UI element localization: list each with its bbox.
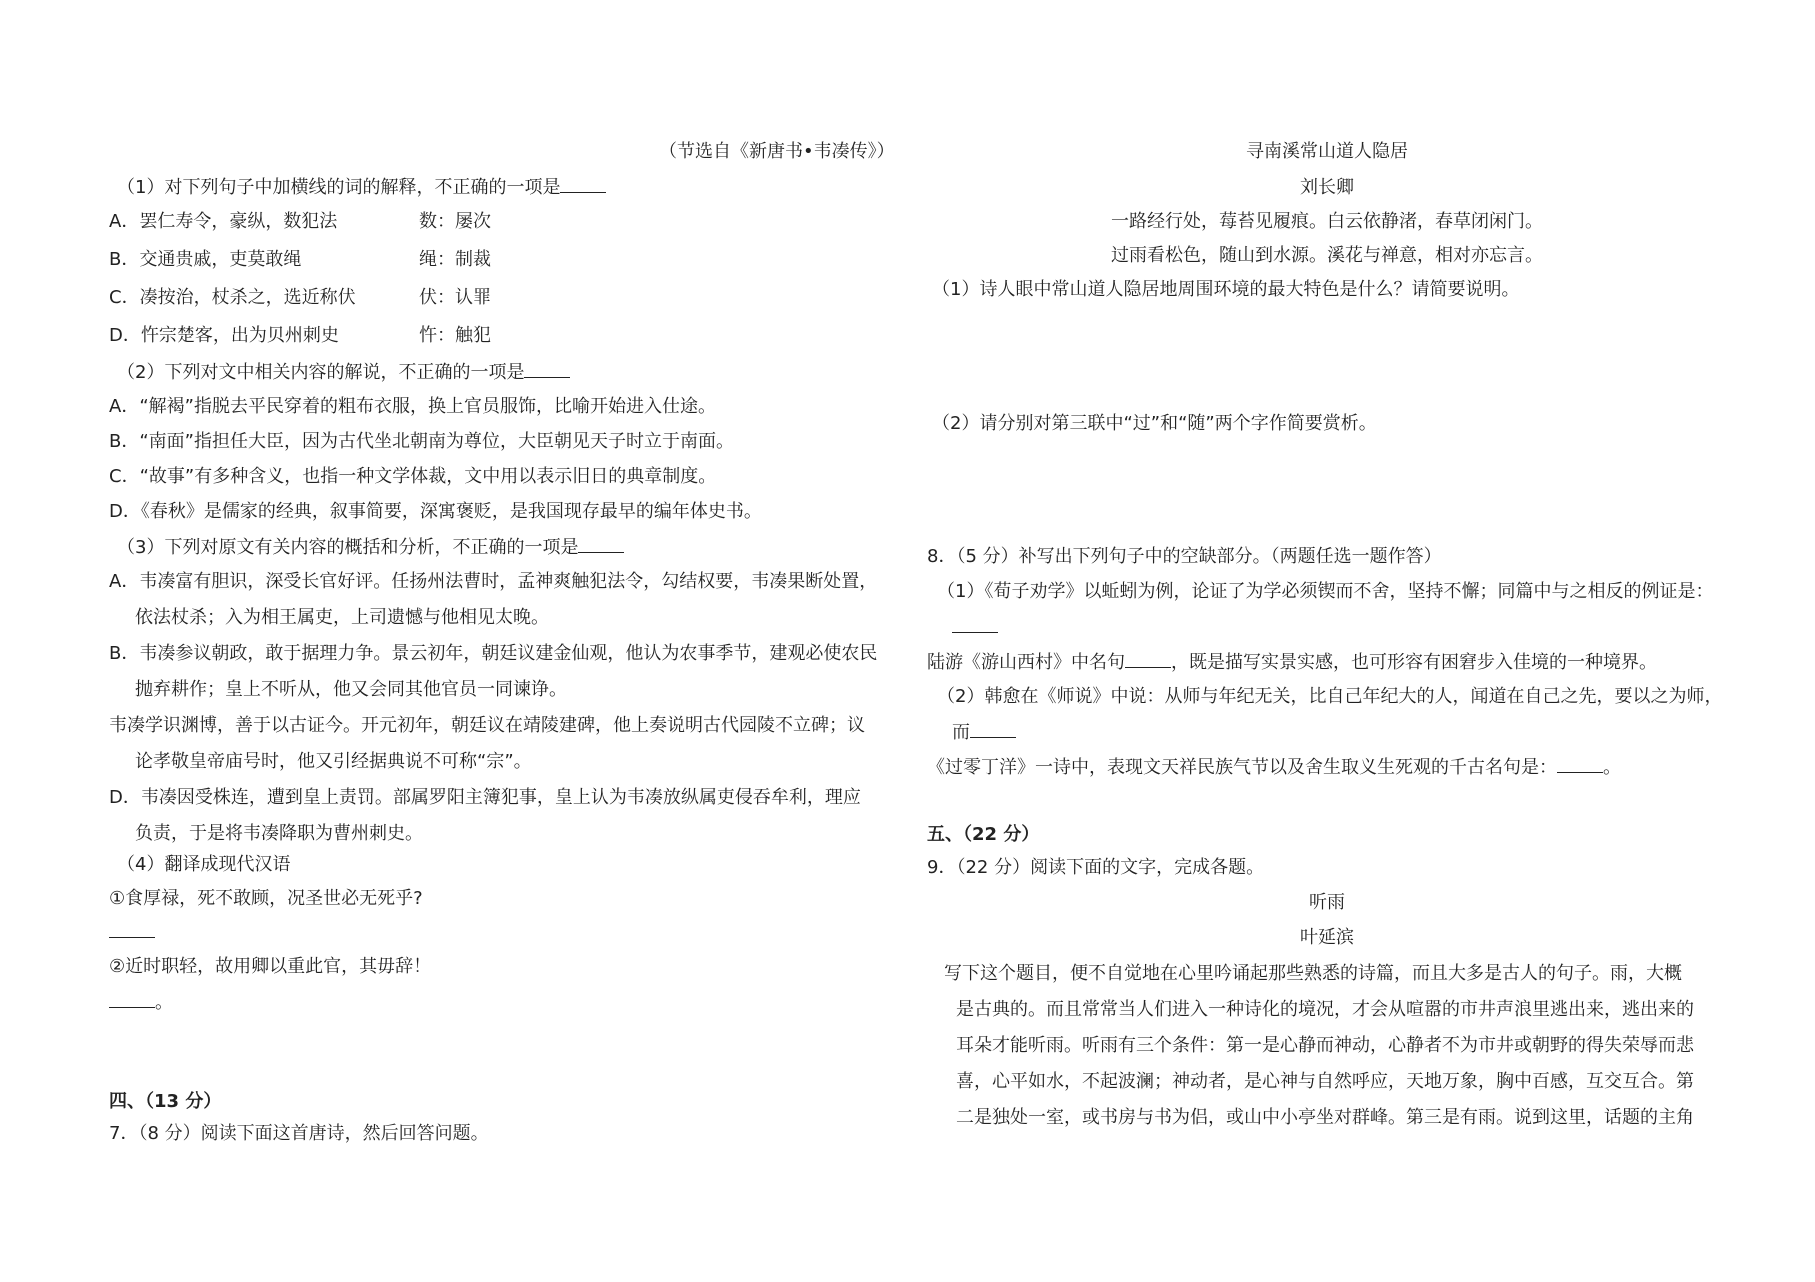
section-4-heading: 四、（13 分） [109,1091,222,1112]
q8-stem: 8．（5 分）补写出下列句子中的空缺部分。（两题任选一题作答） [927,546,1442,567]
q8-2: （2）韩愈在《师说》中说：从师与年纪无关，比自己年纪大的人，闻道在自己之先，要以之为师， [937,686,1723,707]
q3-line: 负责，于是将韦凑降职为曹州刺史。 [135,823,423,844]
q3-line: A．韦凑富有胆识，深受长官好评。任扬州法曹时，孟神爽触犯法令，勾结权要，韦凑果断处置， [109,571,878,592]
answer-blank [1125,650,1171,668]
answer-blank [524,360,570,378]
q7-2: （2）请分别对第三联中“过”和“随”两个字作简要赏析。 [932,413,1377,434]
poem-line: 一路经行处，莓苔见履痕。白云依静渚，春草闭闲门。 [1111,211,1543,232]
q2-option-b: B．“南面”指担任大臣，因为古代坐北朝南为尊位，大臣朝见天子时立于南面。 [109,431,734,452]
answer-blank [578,535,624,553]
essay-line: 喜，心平如水，不起波澜；神动者，是心神与自然呼应，天地万象，胸中百感，互交互合。第 [956,1071,1694,1092]
source-citation: （节选自《新唐书•韦凑传》） [659,141,895,162]
q1-option-c: C．凑按治，杖杀之，选近称伏 伏：认罪 [109,287,491,308]
q3-line: 依法杖杀；入为相王属吏，上司遗憾与他相见太晚。 [135,607,549,628]
essay-author: 叶延滨 [1300,927,1354,948]
q8-1: （1）《荀子劝学》以蚯蚓为例，论证了为学必须锲而不舍，坚持不懈；同篇中与之相反的例证是： [937,581,1714,602]
q7-1: （1）诗人眼中常山道人隐居地周围环境的最大特色是什么？请简要说明。 [932,279,1520,300]
section-5-heading: 五、（22 分） [927,824,1040,845]
answer-blank [109,920,155,938]
q3-line: 韦凑学识渊博，善于以古证今。开元初年，朝廷议在靖陵建碑，他上奏说明古代园陵不立碑；议 [109,715,865,736]
q8-1b: 陆游《游山西村》中名句 ，既是描写实景实感，也可形容有困窘步入佳境的一种境界。 [927,652,1657,673]
q1-option-a: A．罢仁寿令，豪纵，数犯法 数：屡次 [109,211,491,232]
essay-line: 是古典的。而且常常当人们进入一种诗化的境况，才会从喧嚣的市井声浪里逃出来，逃出来的 [956,999,1694,1020]
answer-blank [970,720,1016,738]
q3-line: D．韦凑因受株连，遭到皇上责罚。部属罗阳主簿犯事，皇上认为韦凑放纵属吏侵吞牟利，理应 [109,787,861,808]
essay-line: 写下这个题目，便不自觉地在心里吟诵起那些熟悉的诗篇，而且大多是古人的句子。雨，大概 [944,963,1682,984]
q1-option-b: B．交通贵戚，吏莫敢绳 绳：制裁 [109,249,491,270]
q2-option-d: D．《春秋》是儒家的经典，叙事简要，深寓褒贬，是我国现存最早的编年体史书。 [109,501,762,522]
q8-2c: 《过零丁洋》一诗中，表现文天祥民族气节以及舍生取义生死观的千古名句是： 。 [927,757,1621,778]
poem-title: 寻南溪常山道人隐居 [1246,141,1408,162]
poem-line: 过雨看松色，随山到水源。溪花与禅意，相对亦忘言。 [1111,245,1543,266]
q3-stem: （3）下列对原文有关内容的概括和分析，不正确的一项是 [117,535,624,560]
answer-blank [560,175,606,193]
q4-item1: ①食厚禄，死不敢顾，况圣世必无死乎? [109,888,423,909]
answer-blank [952,615,998,633]
q4-item2: ②近时职轻，故用卿以重此官，其毋辞！ [109,956,432,977]
q9-stem: 9．（22 分）阅读下面的文字，完成各题。 [927,857,1265,878]
q1-stem: （1）对下列句子中加横线的词的解释，不正确的一项是 [117,175,606,200]
q3-line: B．韦凑参议朝政，敢于据理力争。景云初年，朝廷议建金仙观，他认为农事季节，建观必使农民 [109,643,878,664]
q2-stem: （2）下列对文中相关内容的解说，不正确的一项是 [117,360,570,385]
q7-stem: 7．（8 分）阅读下面这首唐诗，然后回答问题。 [109,1123,489,1144]
q2-option-c: C．“故事”有多种含义，也指一种文学体裁，文中用以表示旧日的典章制度。 [109,466,717,487]
essay-line: 二是独处一室，或书房与书为侣，或山中小亭坐对群峰。第三是有雨。说到这里，话题的主角 [956,1107,1694,1128]
answer-blank [1557,755,1603,773]
q8-2b: 而 [952,720,1016,745]
q4-item2-answer: 。 [109,990,173,1015]
q4-item1-answer [109,920,155,945]
q3-line: 论孝敬皇帝庙号时，他又引经据典说不可称“宗”。 [135,751,532,772]
answer-blank [109,990,155,1008]
q3-line: 抛弃耕作；皇上不听从，他又会同其他官员一同谏诤。 [135,679,567,700]
q8-1-answer [952,615,998,640]
q4-stem: （4）翻译成现代汉语 [117,854,291,875]
poem-author: 刘长卿 [1300,177,1354,198]
q2-option-a: A．“解褐”指脱去平民穿着的粗布衣服，换上官员服饰，比喻开始进入仕途。 [109,396,716,417]
essay-line: 耳朵才能听雨。听雨有三个条件：第一是心静而神动，心静者不为市井或朝野的得失荣辱而悲 [956,1035,1694,1056]
essay-title: 听雨 [1309,892,1345,913]
q1-option-d: D．忤宗楚客，出为贝州刺史 忤：触犯 [109,325,491,346]
